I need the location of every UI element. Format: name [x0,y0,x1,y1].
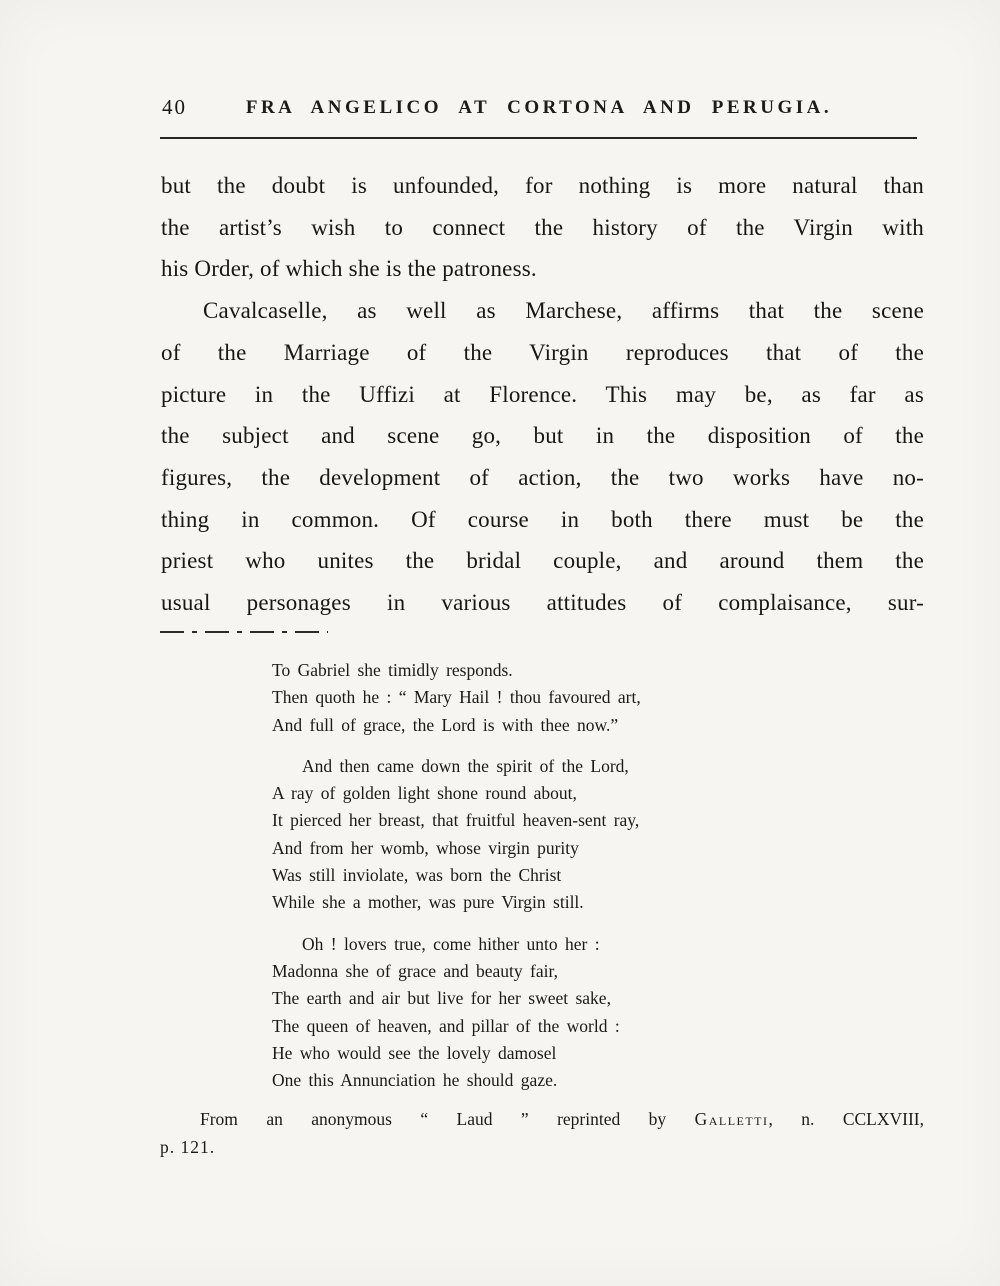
verse-line: Oh ! lovers true, come hither unto her : [302,933,600,954]
verse-line: While she a mother, was pure Virgin still. [272,892,584,913]
body-line: Cavalcaselle, as well as Marchese, affirms that the scene [203,298,924,324]
verse-line: And full of grace, the Lord is with thee now.” [272,714,619,735]
running-title: FRA ANGELICO AT CORTONA AND PERUGIA. [245,97,833,118]
attribution-reference: , n. CCLXVIII, [768,1109,924,1130]
body-line: usual personages in various attitudes of complaisance, sur- [161,590,924,616]
body-line: picture in the Uffizi at Florence. This may be, as far as [161,381,924,407]
verse-line: Was still inviolate, was born the Christ [272,865,562,886]
verse-line: One this Annunciation he should gaze. [272,1070,558,1091]
stanza [272,753,924,917]
footnote-attribution [160,1106,924,1133]
verse-line: To Gabriel she timidly responds. [272,660,513,680]
body-line: of the Marriage of the Virgin reproduces that of the [161,339,924,365]
body-line: the subject and scene go, but in the disposition of the [161,423,924,449]
body-line: his Order, of which she is the patroness. [161,256,537,282]
attribution-text: From an anonymous “ Laud ” reprinted by [200,1109,695,1130]
stanza [272,931,924,1095]
body-line: the artist’s wish to connect the history of the Virgin with [161,214,924,240]
verse-line: The earth and air but live for her sweet sake, [272,988,611,1009]
footnote-separator [160,631,328,633]
verse-line: Madonna she of grace and beauty fair, [272,960,559,981]
verse-line: He who would see the lovely damosel [272,1042,557,1063]
verse-line: It pierced her breast, that fruitful heaven-sent ray, [272,810,640,831]
body-line: but the doubt is unfounded, for nothing is more natural than [161,173,924,198]
body-line: figures, the development of action, the two works have no- [161,464,924,490]
verse-line: The queen of heaven, and pillar of the world : [272,1015,620,1036]
verse-line: And then came down the spirit of the Lord, [302,755,629,776]
verse-line: A ray of golden light shone round about, [272,783,577,804]
page-number: 40 [162,95,187,119]
footnote-page-reference: p. 121. [160,1136,216,1157]
header-rule [160,137,917,139]
body-line: priest who unites the bridal couple, and around them the [161,548,924,574]
verse-line: Then quoth he : “ Mary Hail ! thou favoured art, [272,687,641,708]
footnote [160,657,924,1161]
attribution-author-name: Galletti [694,1109,769,1130]
body-text [161,165,924,624]
verse-block [272,657,924,1094]
verse-line: And from her womb, whose virgin purity [272,837,579,858]
body-line: thing in common. Of course in both there must be the [161,506,924,532]
stanza [272,657,924,739]
